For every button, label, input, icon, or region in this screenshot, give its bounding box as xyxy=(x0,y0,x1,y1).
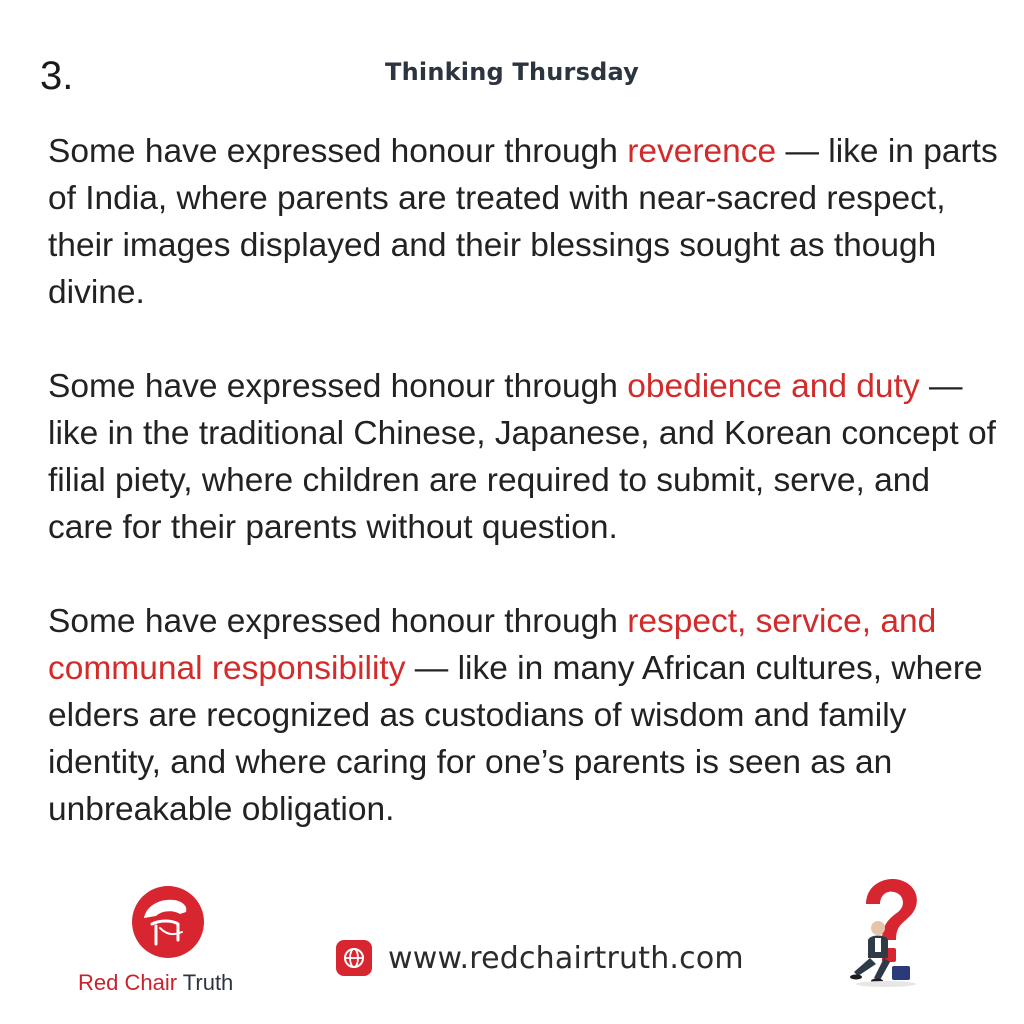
footer xyxy=(0,870,1024,1024)
series-title: Thinking Thursday xyxy=(385,58,639,86)
paragraph-text: — like in parts of India, where parents are treated with near-sacred respect, their images displayed and their blessings sought as though divine. xyxy=(48,133,998,311)
paragraph-reverence xyxy=(48,128,998,316)
paragraph-text: — like in the traditional Chinese, Japanese, and Korean concept of filial piety, where children are required to submit, serve, and care for their parents without question. xyxy=(48,368,996,546)
brand-name-part: Truth xyxy=(182,970,234,995)
paragraph-text: Some have expressed honour through xyxy=(48,133,628,170)
paragraph-text: Some have expressed honour through xyxy=(48,368,628,405)
brand-name xyxy=(78,970,233,996)
thinking-man-question-mark-icon xyxy=(844,874,928,990)
brand-logo xyxy=(76,884,266,1004)
globe-icon xyxy=(336,940,372,976)
highlight-term: respect, service, and communal responsibility xyxy=(48,603,937,687)
body-text xyxy=(48,128,998,833)
red-chair-logo-icon xyxy=(130,884,206,960)
paragraph-text: Some have expressed honour through xyxy=(48,603,628,640)
paragraph-obedience xyxy=(48,363,998,551)
highlight-term: reverence xyxy=(627,133,777,170)
paragraph-text: — like in many African cultures, where elders are recognized as custodians of wisdom and family identity, and where caring for one’s parents is seen as an unbreakable obligation. xyxy=(48,650,983,828)
highlight-term: obedience and duty xyxy=(627,368,920,405)
page-number: 3. xyxy=(40,54,74,98)
website-link[interactable] xyxy=(336,938,744,978)
brand-name-part: Red Chair xyxy=(78,970,178,995)
paragraph-communal xyxy=(48,598,998,833)
website-url[interactable]: www.redchairtruth.com xyxy=(388,940,744,976)
